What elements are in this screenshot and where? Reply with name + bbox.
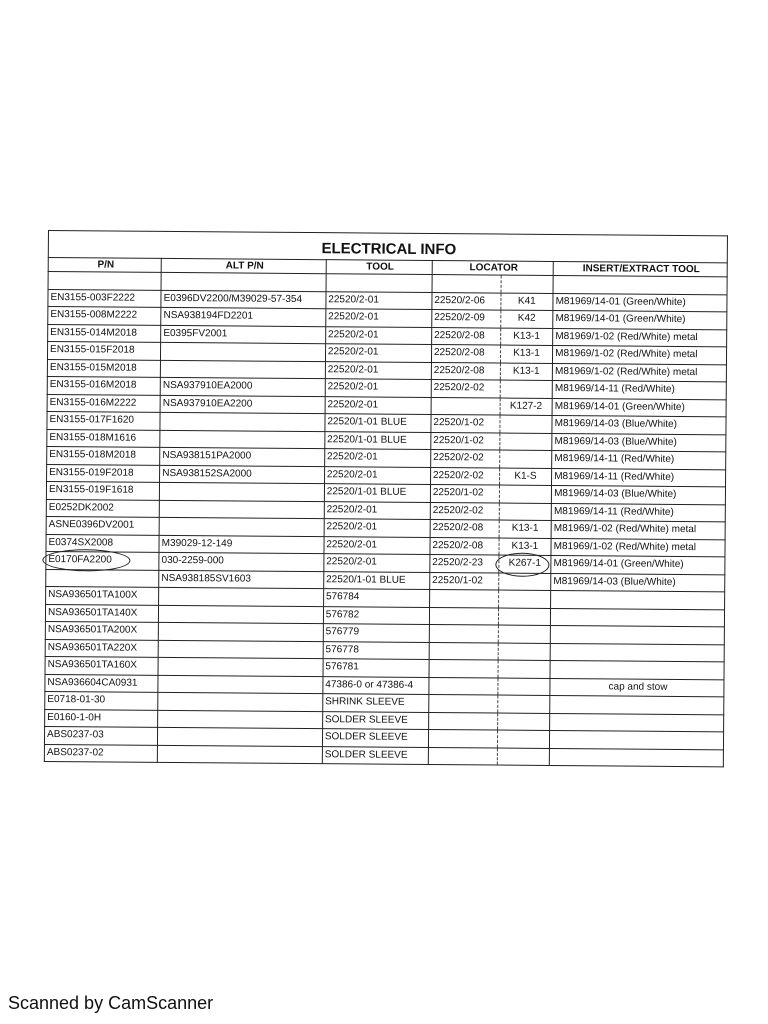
cell-pn: EN3155-017F1620 <box>47 411 160 429</box>
cell-insert-tool: M81969/14-01 (Green/White) <box>553 293 727 312</box>
electrical-info-table <box>44 230 728 767</box>
cell-tool: 47386-0 or 47386-4 <box>323 676 429 694</box>
cell-insert-tool: M81969/1-02 (Red/White) metal <box>551 538 725 557</box>
cell-pn: EN3155-008M2222 <box>48 307 161 325</box>
cell-tool: 22520/1-01 BLUE <box>324 571 430 589</box>
cell-pn: EN3155-018M2018 <box>47 446 160 464</box>
cell-tool: 22520/2-01 <box>324 519 430 537</box>
cell-locator: 22520/2-02 <box>430 467 499 485</box>
cell-locator-bin <box>497 695 550 713</box>
cell-pn: E0170FA2200 <box>46 551 159 569</box>
cell-tool: 22520/1-01 BLUE <box>324 484 430 502</box>
cell-tool: SOLDER SLEEVE <box>322 729 428 747</box>
cell-locator-bin: K41 <box>501 293 554 311</box>
cell-insert-tool <box>549 748 723 767</box>
cell-tool: 22520/2-01 <box>324 449 430 467</box>
cell-locator: 22520/1-02 <box>430 485 499 503</box>
cell-tool: 22520/2-01 <box>324 466 430 484</box>
cell-pn: EN3155-019F2018 <box>47 464 160 482</box>
cell-locator-bin <box>498 625 551 643</box>
cell-pn: NSA936501TA140X <box>45 604 158 622</box>
cell-pn: E0252DK2002 <box>46 499 159 517</box>
cell-alt-pn <box>159 587 324 606</box>
cell-alt-pn <box>161 342 326 361</box>
electrical-info-sheet <box>44 230 728 767</box>
cell-locator-bin: K13-1 <box>500 328 553 346</box>
cell-alt-pn <box>160 482 325 501</box>
cell-tool: SHRINK SLEEVE <box>323 694 429 712</box>
cell-insert-tool: M81969/1-02 (Red/White) metal <box>553 328 727 347</box>
cell-tool: 576784 <box>323 589 429 607</box>
cell-tool: 576782 <box>323 606 429 624</box>
cell-tool: 22520/2-01 <box>325 344 431 362</box>
cell-alt-pn: 030-2259-000 <box>159 552 324 571</box>
cell-locator-bin <box>499 450 552 468</box>
cell-insert-tool: M81969/14-11 (Red/White) <box>552 468 726 487</box>
header-tool: TOOL <box>326 260 432 275</box>
cell-locator-bin <box>497 713 550 731</box>
cell-insert-tool: M81969/1-02 (Red/White) metal <box>553 345 727 364</box>
cell-locator-bin: K13-1 <box>500 363 553 381</box>
cell-locator <box>428 730 497 748</box>
cell-insert-tool <box>550 643 724 662</box>
cell-locator <box>429 625 498 643</box>
cell-insert-tool: M81969/14-03 (Blue/White) <box>551 573 725 592</box>
cell-tool: SOLDER SLEEVE <box>322 746 428 764</box>
cell-locator: 22520/2-08 <box>432 327 501 345</box>
cell-alt-pn <box>158 710 323 729</box>
cell-locator-bin: K13-1 <box>499 538 552 556</box>
cell-tool: 22520/2-01 <box>325 326 431 344</box>
cell-locator-bin <box>497 678 550 696</box>
cell-locator: 22520/1-02 <box>430 572 499 590</box>
cell-locator-bin <box>498 590 551 608</box>
cell-locator-bin <box>497 730 550 748</box>
table-body <box>44 289 727 767</box>
cell-alt-pn: NSA938185SV1603 <box>159 570 324 589</box>
cell-insert-tool: M81969/14-11 (Red/White) <box>552 450 726 469</box>
cell-alt-pn: NSA937910EA2000 <box>160 377 325 396</box>
cell-alt-pn <box>158 692 323 711</box>
cell-tool: 22520/2-01 <box>325 361 431 379</box>
cell-locator-bin <box>500 415 553 433</box>
cell-pn: EN3155-018M1616 <box>47 429 160 447</box>
cell-alt-pn <box>157 745 322 764</box>
cell-alt-pn <box>159 500 324 519</box>
cell-tool: 22520/2-01 <box>324 554 430 572</box>
cell-alt-pn <box>160 430 325 449</box>
cell-alt-pn <box>159 517 324 536</box>
cell-locator-bin <box>499 433 552 451</box>
cell-pn: E0718-01-30 <box>45 691 158 709</box>
cell-alt-pn: E0395FV2001 <box>161 325 326 344</box>
cell-locator <box>429 590 498 608</box>
cell-tool: SOLDER SLEEVE <box>322 711 428 729</box>
cell-alt-pn: E0396DV2200/M39029-57-354 <box>161 290 326 309</box>
cell-pn: EN3155-016M2018 <box>47 376 160 394</box>
cell-insert-tool: cap and stow <box>550 678 724 697</box>
cell-locator <box>429 677 498 695</box>
cell-alt-pn <box>158 657 323 676</box>
cell-insert-tool <box>551 590 725 609</box>
cell-locator <box>429 712 498 730</box>
cell-locator-bin: K1-S <box>499 468 552 486</box>
cell-tool: 22520/2-01 <box>325 396 431 414</box>
cell-locator: 22520/2-08 <box>431 362 500 380</box>
header-locator: LOCATOR <box>432 261 553 276</box>
cell-locator: 22520/2-08 <box>431 345 500 363</box>
cell-insert-tool: M81969/14-01 (Green/White) <box>552 398 726 417</box>
cell-tool: 22520/2-01 <box>326 309 432 327</box>
cell-locator-bin <box>498 660 551 678</box>
cell-pn: EN3155-015F2018 <box>47 342 160 360</box>
header-alt-pn: ALT P/N <box>161 258 326 273</box>
cell-locator-bin: K127-2 <box>500 398 553 416</box>
cell-locator-bin <box>499 503 552 521</box>
cell-pn: EN3155-019F1618 <box>46 481 159 499</box>
cell-locator-bin <box>498 643 551 661</box>
cell-insert-tool: M81969/1-02 (Red/White) metal <box>551 520 725 539</box>
cell-locator <box>429 642 498 660</box>
cell-locator <box>429 695 498 713</box>
cell-alt-pn: NSA938151PA2000 <box>160 447 325 466</box>
cell-alt-pn <box>160 412 325 431</box>
cell-alt-pn: NSA937910EA2200 <box>160 395 325 414</box>
cell-insert-tool: M81969/14-01 (Green/White) <box>551 555 725 574</box>
scanner-watermark: Scanned by CamScanner <box>8 993 214 1013</box>
header-insert-extract-tool: INSERT/EXTRACT TOOL <box>553 261 727 276</box>
cell-tool: 22520/2-01 <box>324 536 430 554</box>
cell-tool: 22520/2-01 <box>326 291 432 309</box>
cell-alt-pn <box>161 360 326 379</box>
cell-pn: NSA936501TA200X <box>45 621 158 639</box>
cell-insert-tool <box>550 660 724 679</box>
cell-tool: 576779 <box>323 624 429 642</box>
cell-locator-bin <box>497 748 550 766</box>
cell-locator-bin: K42 <box>500 310 553 328</box>
cell-pn: ABS0237-03 <box>44 726 157 744</box>
cell-insert-tool: M81969/1-02 (Red/White) metal <box>552 363 726 382</box>
cell-locator <box>429 660 498 678</box>
hand-drawn-circle-locator <box>495 553 549 577</box>
cell-locator <box>428 747 497 765</box>
cell-insert-tool: M81969/14-03 (Blue/White) <box>552 485 726 504</box>
cell-locator: 22520/2-23 <box>430 555 499 573</box>
cell-insert-tool: M81969/14-01 (Green/White) <box>553 310 727 329</box>
cell-locator: 22520/2-08 <box>430 520 499 538</box>
header-pn: P/N <box>48 258 161 273</box>
cell-pn: ASNE0396DV2001 <box>46 516 159 534</box>
cell-insert-tool: M81969/14-11 (Red/White) <box>552 380 726 399</box>
cell-insert-tool: M81969/14-11 (Red/White) <box>551 503 725 522</box>
cell-tool: 576781 <box>323 659 429 677</box>
cell-tool: 22520/2-01 <box>325 379 431 397</box>
cell-tool: 576778 <box>323 641 429 659</box>
cell-locator: 22520/2-09 <box>432 310 501 328</box>
cell-pn: NSA936501TA160X <box>45 656 158 674</box>
cell-pn: NSA936604CA0931 <box>45 674 158 692</box>
cell-tool: 22520/2-01 <box>324 501 430 519</box>
cell-tool: 22520/1-01 BLUE <box>325 431 431 449</box>
cell-alt-pn: M39029-12-149 <box>159 535 324 554</box>
cell-locator-bin: K13-1 <box>500 345 553 363</box>
cell-insert-tool: M81969/14-03 (Blue/White) <box>552 433 726 452</box>
cell-locator: 22520/2-02 <box>431 450 500 468</box>
cell-alt-pn: NSA938152SA2000 <box>160 465 325 484</box>
cell-pn: EN3155-014M2018 <box>48 324 161 342</box>
cell-pn <box>46 569 159 587</box>
cell-insert-tool <box>550 625 724 644</box>
cell-pn: NSA936501TA100X <box>46 586 159 604</box>
cell-locator: 22520/2-02 <box>431 380 500 398</box>
cell-locator <box>429 607 498 625</box>
cell-locator-bin <box>498 608 551 626</box>
cell-alt-pn <box>158 622 323 641</box>
cell-locator-bin: K13-1 <box>499 520 552 538</box>
cell-pn: E0374SX2008 <box>46 534 159 552</box>
cell-pn: NSA936501TA220X <box>45 639 158 657</box>
cell-alt-pn <box>158 675 323 694</box>
cell-insert-tool <box>550 695 724 714</box>
cell-locator-bin <box>499 485 552 503</box>
cell-pn: EN3155-015M2018 <box>47 359 160 377</box>
cell-locator: 22520/2-02 <box>430 502 499 520</box>
cell-insert-tool: M81969/14-03 (Blue/White) <box>552 415 726 434</box>
cell-pn: E0160-1-0H <box>45 709 158 727</box>
cell-locator <box>431 397 500 415</box>
cell-tool: 22520/1-01 BLUE <box>325 414 431 432</box>
cell-locator-bin <box>500 380 553 398</box>
cell-locator: 22520/1-02 <box>431 415 500 433</box>
table-title: ELECTRICAL INFO <box>48 231 727 263</box>
cell-insert-tool <box>550 713 724 732</box>
cell-alt-pn <box>158 640 323 659</box>
cell-alt-pn <box>159 605 324 624</box>
cell-alt-pn <box>158 727 323 746</box>
cell-locator: 22520/1-02 <box>431 432 500 450</box>
cell-locator: 22520/2-08 <box>430 537 499 555</box>
cell-locator: 22520/2-06 <box>432 292 501 310</box>
cell-insert-tool <box>551 608 725 627</box>
cell-alt-pn: NSA938194FD2201 <box>161 307 326 326</box>
cell-pn: EN3155-003F2222 <box>48 289 161 307</box>
cell-locator-bin: K267-1 <box>498 555 551 573</box>
cell-insert-tool <box>550 730 724 749</box>
cell-pn: ABS0237-02 <box>44 744 157 762</box>
cell-pn: EN3155-016M2222 <box>47 394 160 412</box>
